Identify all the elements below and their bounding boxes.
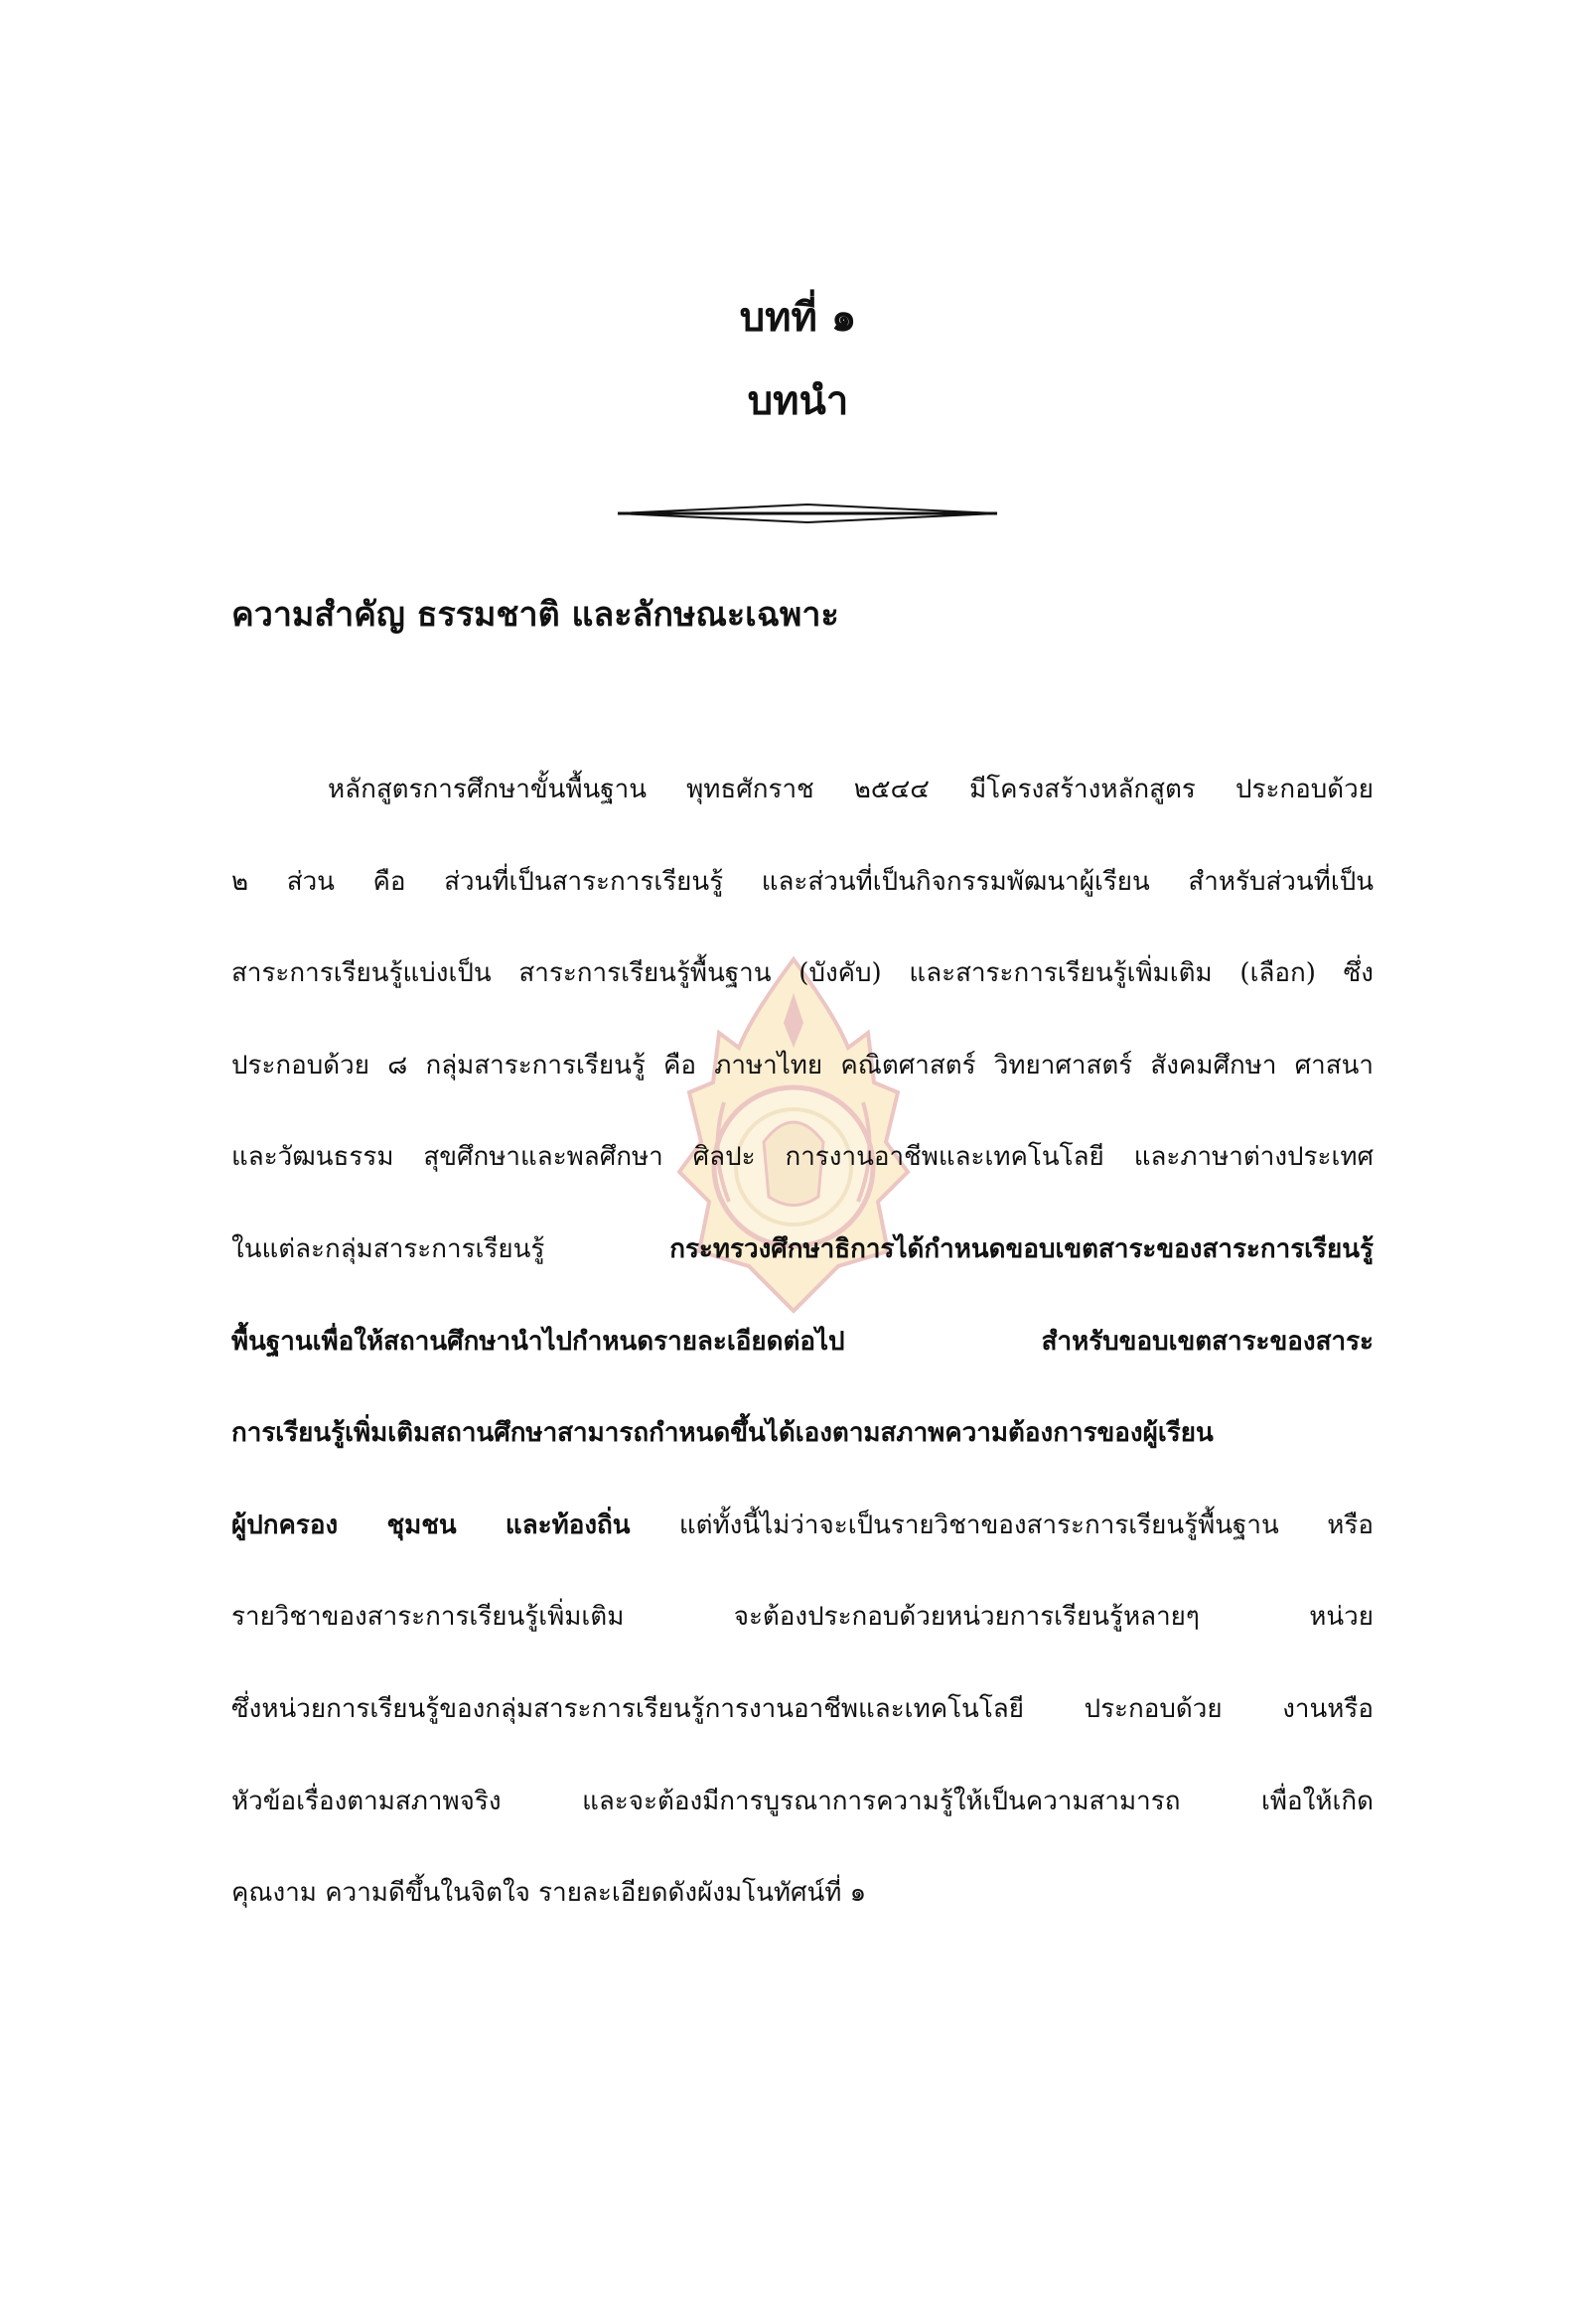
bold-text: พื้นฐานเพื่อให้สถานศึกษานำไปกำหนดรายละเอียดต่อไป สำหรับขอบเขตสาระของสาระ [231,1327,1374,1357]
chapter-number: บทที่ ๑ [739,294,857,341]
paragraph-line [231,862,1374,902]
text-run: คุณงาม ความดีขึ้นในจิตใจ รายละเอียดดังผังมโนทัศน์ที่ ๑ [231,1878,867,1908]
chapter-title: บทนำ [747,377,849,424]
bold-text: กระทรวงศึกษาธิการได้กำหนดขอบเขตสาระของสาระการเรียนรู้ [669,1234,1374,1264]
section-heading: ความสำคัญ ธรรมชาติ และลักษณะเฉพาะ [231,595,839,635]
text-run: ประกอบด้วย ๘ กลุ่มสาระการเรียนรู้ คือ ภาษาไทย คณิตศาสตร์ วิทยาศาสตร์ สังคมศึกษา ศาสนา [231,1051,1374,1080]
paragraph-line [231,1137,1374,1177]
bold-text: ผู้ปกครอง ชุมชน และท้องถิ่น [231,1511,679,1540]
paragraph-line [231,1597,1374,1637]
text-run: หัวข้อเรื่องตามสภาพจริง และจะต้องมีการบูรณาการความรู้ให้เป็นความสามารถ เพื่อให้เกิด [231,1787,1374,1816]
paragraph-line [328,770,1374,809]
paragraph-line [231,953,1374,993]
paragraph-line [231,1873,1374,1913]
diamond-divider-icon [616,491,999,536]
paragraph-line [231,1413,1374,1453]
text-run: ในแต่ละกลุ่มสาระการเรียนรู้ [231,1234,670,1264]
text-run: หลักสูตรการศึกษาขั้นพื้นฐาน พุทธศักราช ๒๕๔๔ มีโครงสร้างหลักสูตร ประกอบด้วย [328,775,1374,804]
text-run: รายวิชาของสาระการเรียนรู้เพิ่มเติม จะต้องประกอบด้วยหน่วยการเรียนรู้หลายๆ หน่วย [231,1602,1374,1632]
bold-text: การเรียนรู้เพิ่มเติมสถานศึกษาสามารถกำหนดขึ้นได้เองตามสภาพความต้องการของผู้เรียน [231,1418,1214,1448]
paragraph-line [231,1046,1374,1085]
text-run: ๒ ส่วน คือ ส่วนที่เป็นสาระการเรียนรู้ และส่วนที่เป็นกิจกรรมพัฒนาผู้เรียน สำหรับส่วนที่เป็น [231,867,1374,897]
paragraph-line [231,1229,1374,1269]
paragraph-line [231,1506,1374,1545]
text-run: ซึ่งหน่วยการเรียนรู้ของกลุ่มสาระการเรียนรู้การงานอาชีพและเทคโนโลยี ประกอบด้วย งานหรือ [231,1694,1374,1724]
text-run: และวัฒนธรรม สุขศึกษาและพลศึกษา ศิลปะ การงานอาชีพและเทคโนโลยี และภาษาต่างประเทศ [231,1142,1374,1172]
paragraph-line [231,1782,1374,1821]
text-run: แต่ทั้งนี้ไม่ว่าจะเป็นรายวิชาของสาระการเรียนรู้พื้นฐาน หรือ [678,1511,1374,1540]
paragraph-line [231,1689,1374,1729]
text-run: สาระการเรียนรู้แบ่งเป็น สาระการเรียนรู้พื้นฐาน (บังคับ) และสาระการเรียนรู้เพิ่มเติม (เลือก) ซึ่ง [231,958,1374,988]
paragraph-line [231,1322,1374,1362]
